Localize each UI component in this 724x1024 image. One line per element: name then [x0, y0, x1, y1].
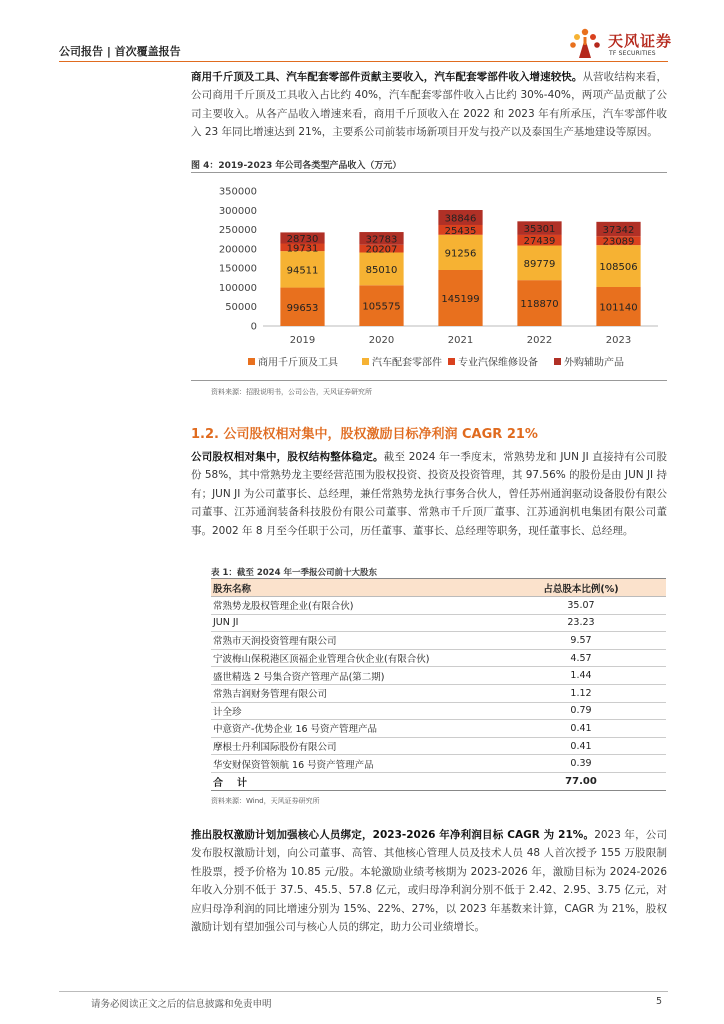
share-ratio: 9.57	[496, 632, 666, 650]
y-tick-label: 50000	[225, 302, 257, 314]
shareholder-name: 盛世精选 2 号集合资产管理产品(第二期)	[211, 667, 496, 685]
total-value: 77.00	[496, 772, 666, 790]
y-tick-label: 150000	[218, 263, 257, 275]
table-row	[211, 737, 666, 755]
data-label: 37342	[602, 225, 635, 237]
equity-structure-paragraph	[191, 448, 667, 540]
shareholder-name: 中意资产-优势企业 16 号资产管理产品	[211, 720, 496, 738]
figure-title: 图 4：2019-2023 年公司各类型产品收入（万元）	[191, 161, 402, 171]
data-label: 32783	[365, 234, 398, 246]
header-shareholder-name: 股东名称	[211, 579, 496, 597]
table-source: 资料来源：Wind，天风证券研究所	[211, 797, 320, 805]
legend-label: 商用千斤顶及工具	[258, 357, 338, 369]
revenue-stacked-bar-chart	[208, 176, 664, 376]
share-ratio: 4.57	[496, 649, 666, 667]
data-label: 94511	[286, 265, 319, 277]
x-tick-label: 2020	[368, 335, 395, 346]
share-ratio: 0.79	[496, 702, 666, 720]
shareholder-name: 宁波梅山保税港区顶福企业管理合伙企业(有限合伙)	[211, 649, 496, 667]
data-label: 108506	[599, 262, 638, 274]
data-label: 35301	[523, 224, 556, 236]
paragraph-body: 截至 2024 年一季度末，常熟势龙和 JUN JI 直接持有公司股份 58%，其中常熟势龙主要经营范围为股权投资、投资及投资管理，其 97.56% 的股份是由 JUN JI 持有；JUN JI 为公司董事长、总经理，兼任常熟势龙执行事务合伙人，曾任苏州通润驱动设备股份有限公司董事、江苏通润装备科技股份有限公司董事、常熟市千斤顶厂董事、江苏通润机电集团有限公司董事。2002 年 8 月至今任职于公司，历任董事、董事长、总经理等职务，现任董事长、总经理。	[191, 451, 667, 537]
shareholder-name: JUN JI	[211, 614, 496, 632]
data-label: 99653	[286, 302, 319, 314]
table-body	[211, 597, 666, 791]
share-ratio: 35.07	[496, 597, 666, 615]
logo-name: 天风证券	[608, 32, 673, 50]
share-ratio: 1.44	[496, 667, 666, 685]
data-label: 28730	[286, 233, 319, 245]
legend-swatch	[554, 358, 561, 365]
disclaimer-text: 请务必阅读正文之后的信息披露和免责申明	[91, 999, 272, 1010]
top-shareholders-table	[211, 578, 666, 791]
y-tick-label: 350000	[218, 186, 257, 198]
data-label: 27439	[523, 236, 556, 248]
legend-label: 专业汽保维修设备	[458, 357, 538, 369]
paragraph-body: 2023 年，公司发布股权激励计划，向公司董事、高管、其他核心管理人员及技术人员 48 人首次授予 155 万股限制性股票，授予价格为 10.85 元/股。本轮激励业绩考核期为 2023-2026 年，激励目标为 2024-2026 年收入分别不低于 37.5、45.5、57.8 亿元，或归母净利润分别不低于 2.42、2.95、3.75 亿元，对应归母净利润的同比增速分别为 15%、22%、27%，以 2023 年基数来计算，CAGR 为 21%，股权激励计划有望加强公司与核心人员的绑定，助力公司业绩增长。	[191, 829, 667, 934]
revenue-structure-paragraph	[191, 68, 667, 142]
paragraph-lead: 推出股权激励计划加强核心人员绑定，2023-2026 年净利润目标 CAGR 为 21%。	[191, 829, 595, 841]
page-number: 5	[656, 996, 663, 1007]
data-label: 91256	[444, 248, 477, 260]
share-ratio: 0.39	[496, 755, 666, 773]
company-logo	[568, 26, 678, 62]
shareholder-name: 常熟市天润投资管理有限公司	[211, 632, 496, 650]
legend-label: 汽车配套零部件	[372, 357, 442, 369]
shareholder-name: 计全珍	[211, 702, 496, 720]
table-row	[211, 755, 666, 773]
share-ratio: 1.12	[496, 684, 666, 702]
data-label: 25435	[444, 225, 477, 237]
figure-top-rule	[191, 172, 667, 173]
x-tick-label: 2023	[605, 335, 632, 346]
table-header-row	[211, 579, 666, 597]
legend-swatch	[248, 358, 255, 365]
table-row	[211, 684, 666, 702]
table-row	[211, 632, 666, 650]
shareholder-name: 华安财保资管领航 16 号资产管理产品	[211, 755, 496, 773]
table-row	[211, 720, 666, 738]
y-tick-label: 0	[250, 321, 257, 333]
data-label: 23089	[602, 236, 635, 248]
logo-english: TF SECURITIES	[609, 50, 656, 57]
figure-source: 资料来源：招股说明书，公司公告，天风证券研究所	[211, 388, 372, 396]
data-label: 19731	[286, 243, 319, 255]
x-tick-label: 2019	[289, 335, 316, 346]
y-tick-label: 200000	[218, 244, 257, 256]
paragraph-body: 从营收结构来看，公司商用千斤顶及工具收入占比约 40%，汽车配套零部件收入占比约 30%-40%，两项产品贡献了公司主要收入。从各产品收入增速来看，商用千斤顶收入在 2022 和 2023 年有所承压，汽车零部件收入 23 年同比增速达到 21%，主要系公司前装市场新项目开发与投产以及泰国生产基地建设等原因。	[191, 71, 668, 139]
data-label: 118870	[520, 299, 559, 311]
share-ratio: 23.23	[496, 614, 666, 632]
shareholder-name: 常熟势龙股权管理企业(有限合伙)	[211, 597, 496, 615]
paragraph-lead: 商用千斤顶及工具、汽车配套零部件贡献主要收入，汽车配套零部件收入增速较快。	[191, 71, 583, 83]
x-tick-label: 2022	[526, 335, 553, 346]
section-title: 1.2. 公司股权相对集中，股权激励目标净利润 CAGR 21%	[191, 427, 538, 442]
legend-swatch	[362, 358, 369, 365]
total-label: 合计	[211, 772, 496, 790]
data-label: 38846	[444, 213, 477, 225]
data-label: 101140	[599, 302, 638, 314]
header-divider	[59, 61, 668, 62]
y-tick-label: 100000	[218, 282, 257, 294]
equity-incentive-paragraph	[191, 826, 667, 936]
shareholder-name: 常熟吉润财务管理有限公司	[211, 684, 496, 702]
logo-mark-icon	[568, 28, 602, 60]
report-type-label: 公司报告 | 首次覆盖报告	[59, 45, 181, 58]
shareholder-name: 摩根士丹利国际股份有限公司	[211, 737, 496, 755]
header-share-ratio: 占总股本比例(%)	[496, 579, 666, 597]
data-label: 85010	[365, 264, 398, 276]
chart-svg	[208, 176, 664, 376]
legend-label: 外购辅助产品	[564, 357, 624, 369]
table-total-row	[211, 772, 666, 790]
y-tick-label: 250000	[218, 225, 257, 237]
x-tick-label: 2021	[447, 335, 474, 346]
table-row	[211, 614, 666, 632]
legend-swatch	[448, 358, 455, 365]
table-row	[211, 597, 666, 615]
table-row	[211, 702, 666, 720]
y-tick-label: 300000	[218, 205, 257, 217]
data-label: 89779	[523, 258, 556, 270]
table-title: 表 1：截至 2024 年一季报公司前十大股东	[211, 568, 377, 578]
share-ratio: 0.41	[496, 737, 666, 755]
share-ratio: 0.41	[496, 720, 666, 738]
footer-divider	[59, 991, 668, 992]
figure-bottom-rule	[191, 380, 667, 381]
table-row	[211, 667, 666, 685]
table-row	[211, 649, 666, 667]
paragraph-lead: 公司股权相对集中，股权结构整体稳定。	[191, 451, 384, 463]
data-label: 145199	[441, 293, 480, 305]
data-label: 20207	[365, 244, 398, 256]
data-label: 105575	[362, 301, 401, 313]
